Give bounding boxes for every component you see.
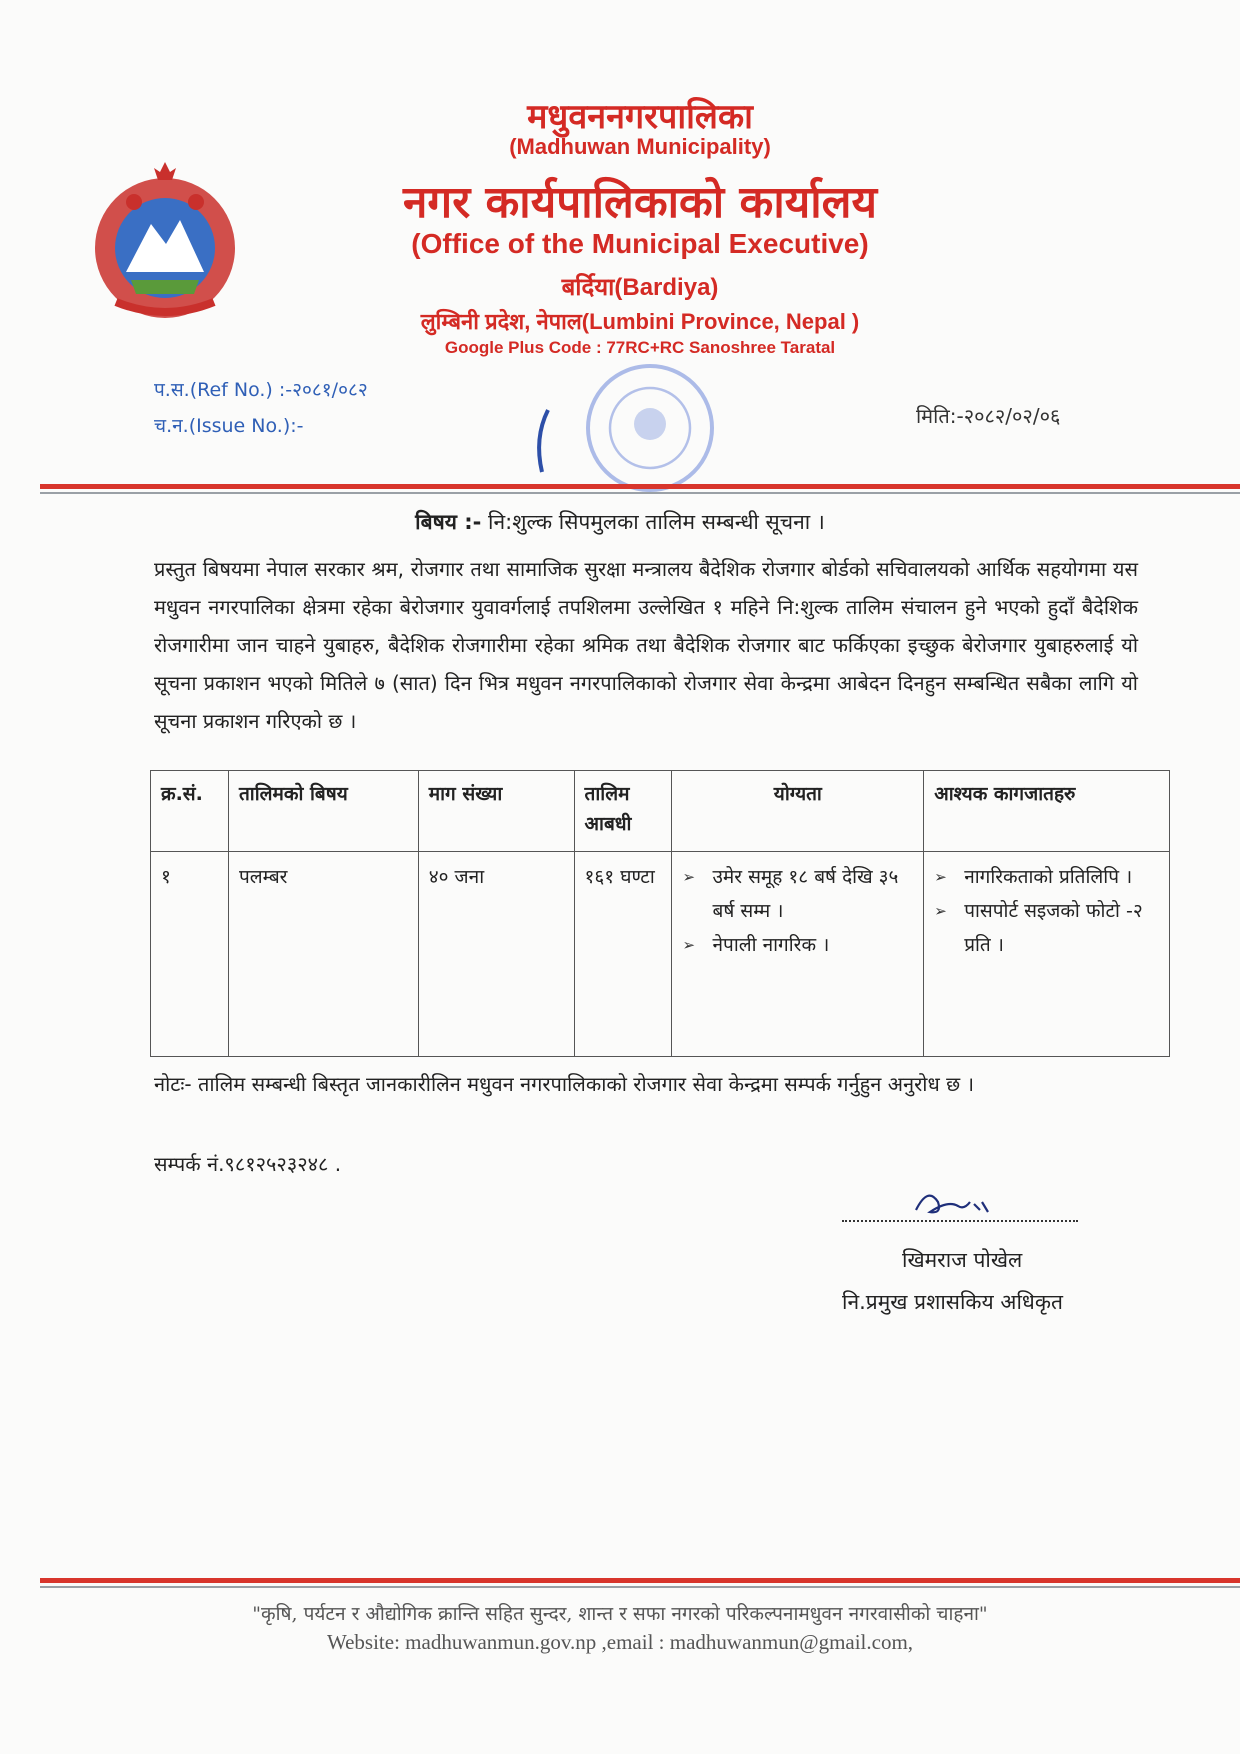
notice-subject bbox=[120, 508, 1120, 536]
qualification-list bbox=[682, 860, 913, 962]
cell-demand: ४० जना bbox=[418, 852, 574, 1057]
table-header-documents: आश्यक कागजातहरु bbox=[924, 771, 1170, 852]
list-item: ➢ नेपाली नागरिक । bbox=[682, 928, 913, 962]
table-row bbox=[151, 852, 1170, 1057]
notice-note: नोटः- तालिम सम्बन्धी बिस्तृत जानकारीलिन मधुवन नगरपालिकाको रोजगार सेवा केन्द्रमा सम्पर्क गर्नुहुन अनुरोध छ । bbox=[154, 1072, 975, 1096]
issue-date bbox=[916, 402, 1060, 429]
table-header-sn: क्र.सं. bbox=[151, 771, 229, 852]
signatory-name: खिमराज पोखेल bbox=[902, 1248, 1023, 1272]
cell-documents bbox=[924, 852, 1170, 1057]
header-divider-red bbox=[40, 484, 1240, 489]
google-plus-code: Google Plus Code : 77RC+RC Sanoshree Taratal bbox=[444, 338, 836, 357]
footer-motto: "कृषि, पर्यटन र औद्योगिक क्रान्ति सहित सुन्दर, शान्त र सफा नगरको परिकल्पनामधुवन नगरवासीको चाहना" bbox=[252, 1603, 988, 1625]
table-header-training-subject: तालिमको बिषय bbox=[228, 771, 418, 852]
footer-website-email: Website: madhuwanmun.gov.np ,email : madhuwanmun@gmail.com, bbox=[326, 1630, 914, 1654]
cell-qualifications bbox=[672, 852, 924, 1057]
subject-label: बिषय :- bbox=[415, 510, 482, 534]
reference-value: २०८१/०८२ bbox=[292, 379, 368, 401]
contact-number: सम्पर्क नं.९८१२५२३२४८ . bbox=[154, 1152, 342, 1176]
municipality-name-english: (Madhuwan Municipality) bbox=[509, 134, 771, 159]
cell-duration: १६१ घण्टा bbox=[574, 852, 672, 1057]
reference-number bbox=[154, 376, 368, 402]
official-seal-stamp bbox=[530, 362, 748, 502]
footer-divider-red bbox=[40, 1578, 1240, 1583]
list-item: ➢ नागरिकताको प्रतिलिपि । bbox=[934, 860, 1159, 894]
district-name: बर्दिया(Bardiya) bbox=[561, 274, 719, 301]
province-address: लुम्बिनी प्रदेश, नेपाल(Lumbini Province, Nepal ) bbox=[420, 309, 860, 334]
date-label: मिति:- bbox=[916, 404, 964, 428]
date-value: २०८२/०२/०६ bbox=[963, 404, 1061, 428]
footer-divider-grey bbox=[40, 1586, 1240, 1588]
table-header-duration: तालिम आबधी bbox=[574, 771, 672, 852]
table-header-row bbox=[151, 771, 1170, 852]
subject-text: नि:शुल्क सिपमुलका तालिम सम्बन्धी सूचना । bbox=[488, 510, 825, 534]
office-name-nepali: नगर कार्यपालिकाको कार्यालय bbox=[403, 177, 877, 228]
notice-body: प्रस्तुत बिषयमा नेपाल सरकार श्रम, रोजगार तथा सामाजिक सुरक्षा मन्त्रालय बैदेशिक रोजगार बोर्डको सचिवालयको आर्थिक सहयोगमा यस मधुवन नगरपालिका क्षेत्रमा रहेका बेरोजगार युवावर्गलाई तपशिलमा उल्लेखित १ महिने नि:शुल्क तालिम संचालन हुने भएको हुदाँ बैदेशिक रोजगारीमा जान चाहने युबाहरु, बैदेशिक रोजगारीमा रहेका श्रमिक तथा बैदेशिक रोजगार बाट फर्किएका इच्छुक बेरोजगार युबाहरुलाई यो सूचना प्रकाशन भएको मितिले ७ (सात) दिन भित्र मधुवन नगरपालिकाको रोजगार सेवा केन्द्रमा आबेदन दिनहुन सम्बन्धित सबैका लागि यो सूचना प्रकाशन गरिएको छ । bbox=[154, 557, 1138, 733]
list-item: ➢ उमेर समूह १८ बर्ष देखि ३५ बर्ष सम्म । bbox=[682, 860, 913, 928]
signature-line bbox=[842, 1210, 1078, 1222]
documents-list bbox=[934, 860, 1159, 962]
cell-training-subject: पलम्बर bbox=[228, 852, 418, 1057]
signatory-title: नि.प्रमुख प्रशासकिय अधिकृत bbox=[842, 1290, 1063, 1314]
nepal-coat-of-arms-icon bbox=[76, 162, 254, 322]
list-item: ➢ पासपोर्ट सइजको फोटो -२ प्रति । bbox=[934, 894, 1159, 962]
header-divider-grey bbox=[40, 492, 1240, 494]
municipality-name-nepali: मधुवननगरपालिका bbox=[527, 97, 753, 137]
cell-sn: १ bbox=[151, 852, 229, 1057]
reference-label: प.स.(Ref No.) :- bbox=[154, 379, 293, 401]
table-header-qualification: योग्यता bbox=[672, 771, 924, 852]
training-table bbox=[150, 770, 1170, 1057]
table-header-demand: माग संख्या bbox=[418, 771, 574, 852]
issue-number-label: च.न.(Issue No.):- bbox=[154, 415, 304, 437]
office-name-english: (Office of the Municipal Executive) bbox=[411, 228, 869, 259]
